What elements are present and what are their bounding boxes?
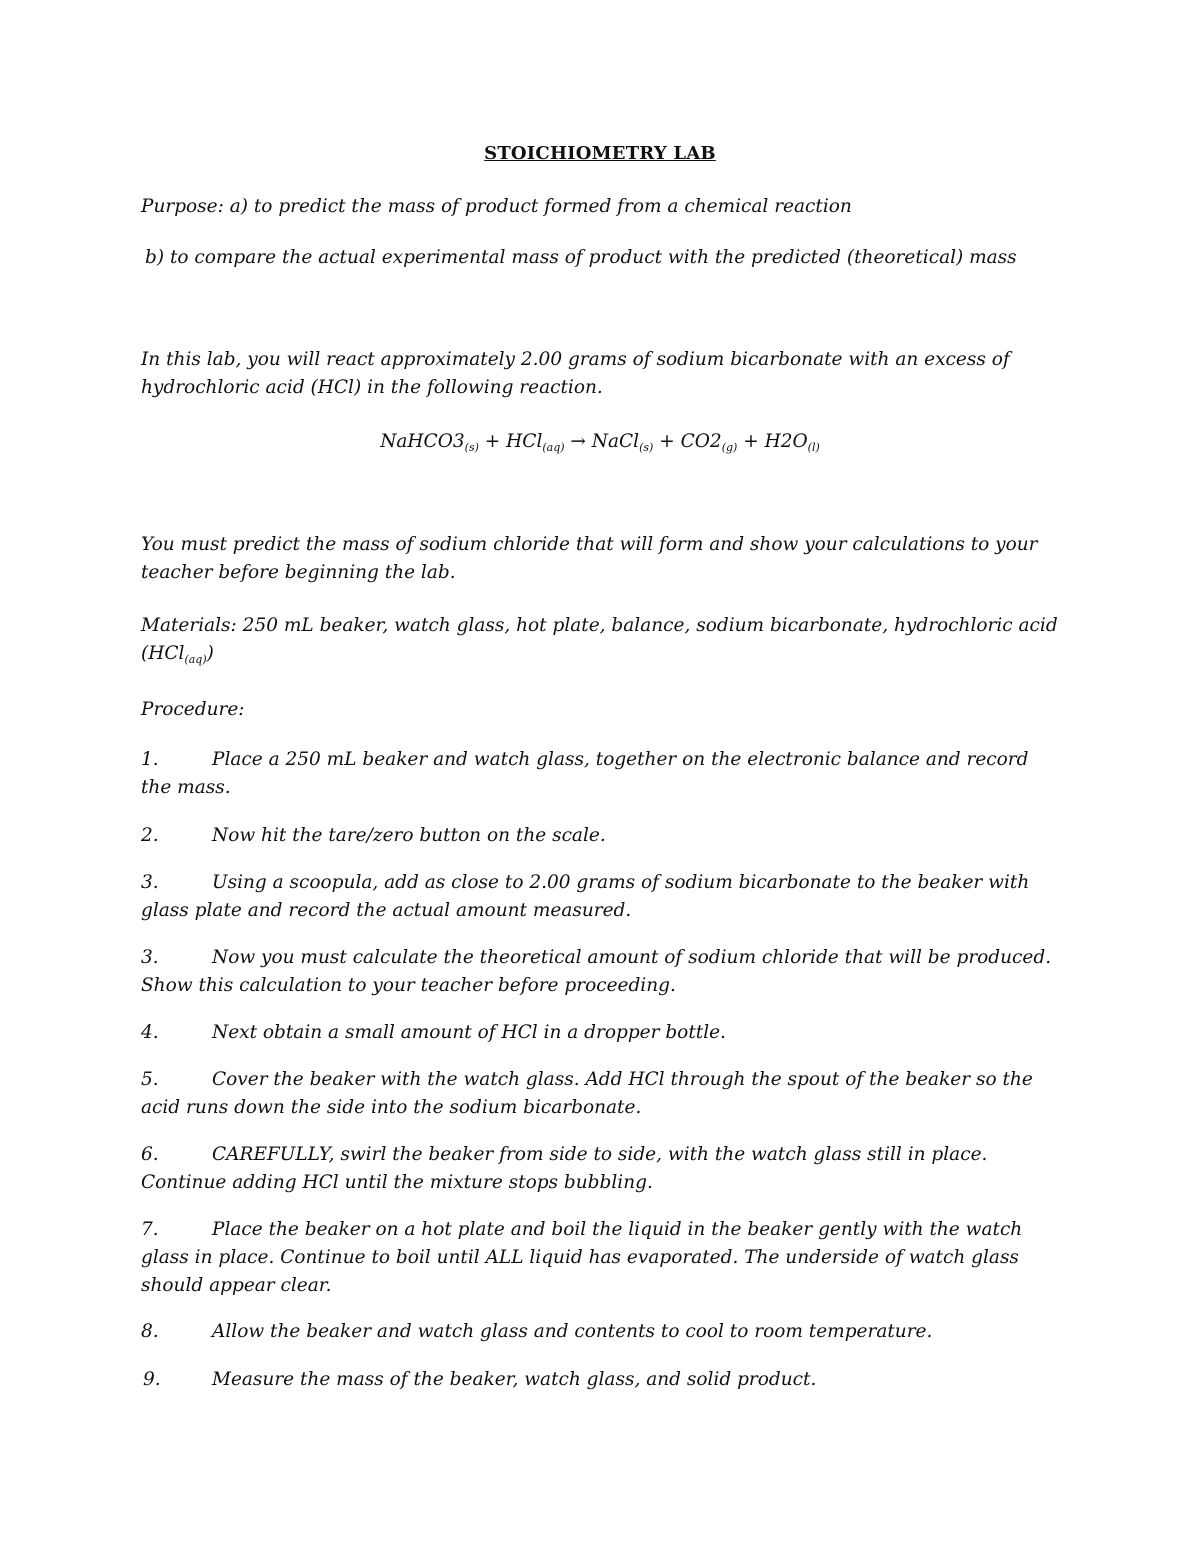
step-number: 4. <box>141 1022 159 1043</box>
step-number: 3. <box>141 947 159 968</box>
step-number: 2. <box>141 825 159 846</box>
step-text: Place a 250 mL beaker and watch glass, together on the electronic balance and record the mass. <box>141 749 1029 798</box>
procedure-step <box>141 1366 1061 1394</box>
procedure-step <box>141 822 1061 850</box>
step-text: Place the beaker on a hot plate and boil the liquid in the beaker gently with the watch glass in place. Continue to boil until ALL liquid has evaporated. The underside of watch glass should appear clear. <box>141 1219 1023 1296</box>
procedure-step <box>141 869 1061 925</box>
procedure-step <box>141 1066 1061 1122</box>
materials-paragraph <box>141 612 1061 674</box>
step-number: 8. <box>141 1321 159 1342</box>
eq-product-3: + H2O <box>737 431 808 452</box>
eq-product-1: → NaCl <box>564 431 640 452</box>
step-text: Measure the mass of the beaker, watch glass, and solid product. <box>212 1369 817 1390</box>
eq-product-2: + CO2 <box>653 431 722 452</box>
step-number: 6. <box>141 1144 159 1165</box>
eq-state-2: (aq) <box>542 441 565 454</box>
procedure-step <box>141 1019 1061 1047</box>
step-text: Now you must calculate the theoretical amount of sodium chloride that will be produced. Show this calculation to your teacher before proceeding. <box>141 947 1052 996</box>
predict-paragraph: You must predict the mass of sodium chloride that will form and show your calculations to your teacher before beginning the lab. <box>141 534 1038 583</box>
eq-reactant-1: NaHCO3 <box>380 431 465 452</box>
intro-paragraph: In this lab, you will react approximately 2.00 grams of sodium bicarbonate with an excess of hydrochloric acid (HCl) in the following reaction. <box>141 349 1010 398</box>
procedure-step <box>141 944 1061 1000</box>
procedure-label: Procedure: <box>141 699 245 720</box>
materials-state: (aq) <box>184 653 207 666</box>
procedure-step <box>141 1318 1061 1346</box>
step-number: 9. <box>143 1369 161 1390</box>
eq-state-4: (g) <box>721 441 738 454</box>
procedure-step <box>141 746 1061 802</box>
eq-state-3: (s) <box>639 441 654 454</box>
step-number: 5. <box>141 1069 159 1090</box>
step-text: Cover the beaker with the watch glass. Add HCl through the spout of the beaker so the acid runs down the side into the sodium bicarbonate. <box>141 1069 1033 1118</box>
eq-state-5: (l) <box>807 441 820 454</box>
materials-close: ) <box>206 643 214 664</box>
step-text: Now hit the tare/zero button on the scale. <box>212 825 606 846</box>
procedure-step <box>141 1141 1061 1197</box>
step-text: Allow the beaker and watch glass and contents to cool to room temperature. <box>212 1321 933 1342</box>
purpose-a: Purpose: a) to predict the mass of product formed from a chemical reaction <box>141 196 852 217</box>
chemical-equation <box>0 431 1200 454</box>
procedure-step <box>141 1216 1061 1300</box>
eq-reactant-2: + HCl <box>478 431 543 452</box>
step-number: 1. <box>141 749 159 770</box>
step-number: 7. <box>141 1219 159 1240</box>
materials-text: Materials: 250 mL beaker, watch glass, hot plate, balance, sodium bicarbonate, hydrochloric acid (HCl <box>141 615 1058 664</box>
step-number: 3. <box>141 872 159 893</box>
step-text: CAREFULLY, swirl the beaker from side to side, with the watch glass still in place. Continue adding HCl until the mixture stops bubbling. <box>141 1144 988 1193</box>
step-text: Next obtain a small amount of HCl in a dropper bottle. <box>212 1022 726 1043</box>
purpose-b: b) to compare the actual experimental mass of product with the predicted (theoretical) mass <box>145 247 1017 268</box>
document-title: STOICHIOMETRY LAB <box>484 143 716 164</box>
step-text: Using a scoopula, add as close to 2.00 grams of sodium bicarbonate to the beaker with glass plate and record the actual amount measured. <box>141 872 1030 921</box>
eq-state-1: (s) <box>464 441 479 454</box>
